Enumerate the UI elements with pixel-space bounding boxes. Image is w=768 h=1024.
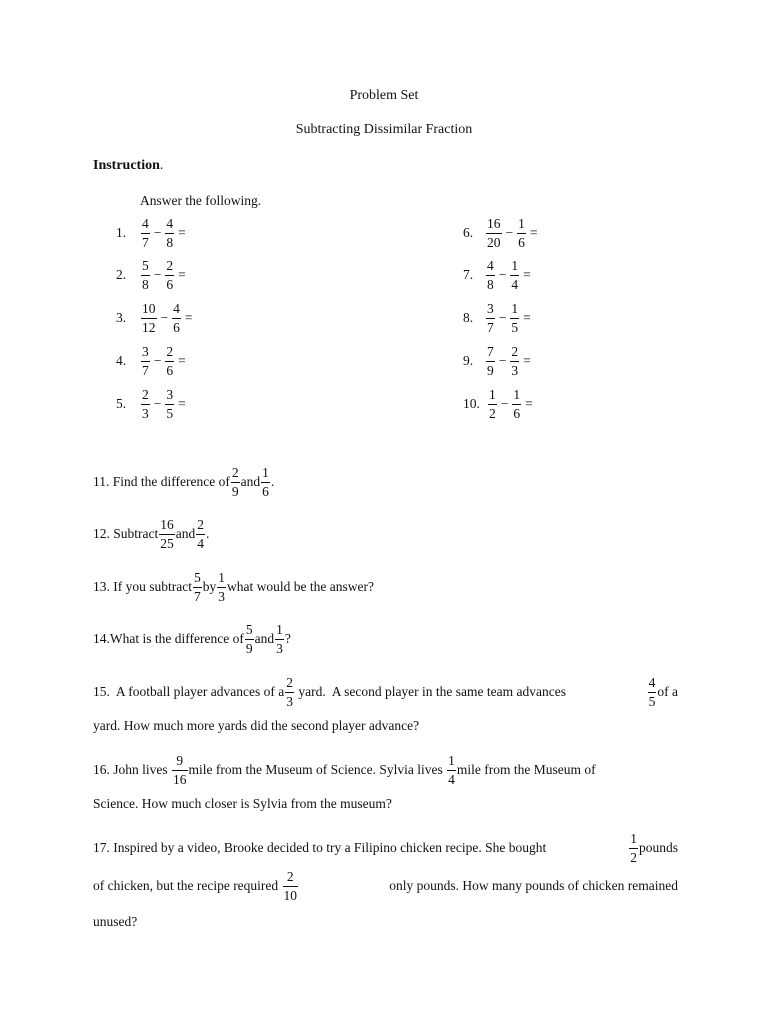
fraction-b bbox=[510, 259, 519, 291]
problem-17 bbox=[93, 832, 678, 930]
denominator: 8 bbox=[166, 234, 174, 250]
minus-sign: − bbox=[505, 225, 514, 240]
problem-13-text: 13. If you subtract bbox=[93, 579, 192, 594]
problem-16 bbox=[93, 754, 678, 812]
problem-13-text: by bbox=[202, 579, 217, 594]
numerator: 4 bbox=[648, 675, 656, 690]
problem-13 bbox=[93, 571, 374, 603]
fraction-b bbox=[172, 302, 181, 334]
problem-16-text: mile from the Museum of Science. Sylvia lives bbox=[188, 762, 447, 777]
denominator: 7 bbox=[193, 588, 201, 604]
numerator: 7 bbox=[487, 344, 494, 359]
problem-17-text: pounds bbox=[638, 840, 678, 855]
minus-sign: − bbox=[498, 267, 507, 282]
numerator: 1 bbox=[262, 465, 269, 480]
fraction-a bbox=[141, 345, 150, 377]
problem-9 bbox=[463, 345, 531, 377]
denominator: 6 bbox=[166, 362, 174, 378]
numerator: 16 bbox=[487, 216, 501, 231]
problem-12-text: and bbox=[175, 526, 196, 541]
problem-17-fraction-b bbox=[283, 870, 299, 902]
fraction-b bbox=[165, 345, 174, 377]
equals-sign: = bbox=[178, 353, 186, 368]
problem-number: 3. bbox=[116, 310, 127, 325]
numerator: 4 bbox=[142, 216, 149, 231]
numerator: 5 bbox=[142, 258, 149, 273]
numerator: 2 bbox=[166, 258, 174, 273]
equals-sign: = bbox=[525, 396, 533, 411]
fraction-a bbox=[141, 259, 150, 291]
numerator: 1 bbox=[218, 570, 225, 585]
denominator: 9 bbox=[231, 483, 239, 499]
fraction-b bbox=[517, 217, 526, 249]
minus-sign: − bbox=[153, 267, 162, 282]
minus-sign: − bbox=[153, 396, 162, 411]
minus-sign: − bbox=[153, 225, 162, 240]
denominator: 4 bbox=[448, 771, 455, 787]
denominator: 8 bbox=[487, 276, 494, 292]
problem-11-fraction-b bbox=[261, 466, 270, 498]
denominator: 6 bbox=[518, 234, 525, 250]
numerator: 2 bbox=[511, 344, 519, 359]
problem-12-fraction-b bbox=[196, 518, 205, 550]
problem-number: 9. bbox=[463, 353, 474, 368]
problem-number: 5. bbox=[116, 396, 127, 411]
numerator: 1 bbox=[630, 831, 637, 846]
numerator: 1 bbox=[511, 301, 519, 316]
denominator: 16 bbox=[173, 771, 187, 787]
problem-2 bbox=[116, 259, 186, 291]
problem-11-text: 11. Find the difference of bbox=[93, 474, 230, 489]
denominator: 8 bbox=[142, 276, 149, 292]
instruction-label: Instruction bbox=[93, 158, 160, 173]
denominator: 2 bbox=[630, 849, 637, 865]
minus-sign: − bbox=[498, 353, 507, 368]
denominator: 7 bbox=[487, 319, 494, 335]
problem-1 bbox=[116, 217, 186, 249]
problem-number: 2. bbox=[116, 267, 127, 282]
problem-14-fraction-a bbox=[245, 623, 254, 655]
numerator: 1 bbox=[518, 216, 525, 231]
page-subtitle: Subtracting Dissimilar Fraction bbox=[295, 122, 473, 137]
fraction-b bbox=[510, 302, 519, 334]
instruction-period: . bbox=[159, 157, 164, 172]
fraction-a bbox=[486, 217, 502, 249]
fraction-a bbox=[141, 388, 150, 420]
fraction-b bbox=[165, 217, 174, 249]
denominator: 5 bbox=[648, 693, 656, 709]
denominator: 3 bbox=[142, 405, 149, 421]
problem-17-text: unused? bbox=[93, 914, 138, 929]
page-title: Problem Set bbox=[349, 88, 419, 103]
fraction-b bbox=[165, 259, 174, 291]
denominator: 6 bbox=[166, 276, 174, 292]
numerator: 16 bbox=[160, 517, 174, 532]
problem-15-text: yard. A second player in the same team advances bbox=[294, 684, 570, 699]
equals-sign: = bbox=[178, 267, 186, 282]
minus-sign: − bbox=[500, 396, 509, 411]
instruction-text: Answer the following. bbox=[140, 193, 262, 208]
problem-number: 4. bbox=[116, 353, 127, 368]
equals-sign: = bbox=[523, 353, 531, 368]
minus-sign: − bbox=[498, 310, 507, 325]
denominator: 4 bbox=[197, 535, 204, 551]
problem-6 bbox=[463, 217, 538, 249]
denominator: 12 bbox=[142, 319, 156, 335]
minus-sign: − bbox=[160, 310, 169, 325]
numerator: 5 bbox=[193, 570, 201, 585]
numerator: 2 bbox=[231, 465, 239, 480]
problem-15-text: yard. How much more yards did the second player advance? bbox=[93, 718, 420, 733]
equals-sign: = bbox=[529, 225, 538, 240]
denominator: 6 bbox=[262, 483, 269, 499]
problem-13-text: what would be the answer? bbox=[226, 579, 374, 594]
numerator: 4 bbox=[166, 216, 174, 231]
problem-17-fraction-a bbox=[629, 832, 638, 864]
problem-12-fraction-a bbox=[159, 518, 175, 550]
problem-4 bbox=[116, 345, 186, 377]
problem-11-fraction-a bbox=[231, 466, 240, 498]
minus-sign: − bbox=[153, 353, 162, 368]
numerator: 3 bbox=[166, 387, 174, 402]
equals-sign: = bbox=[523, 267, 531, 282]
fraction-a bbox=[486, 345, 495, 377]
numerator: 4 bbox=[487, 258, 494, 273]
denominator: 7 bbox=[142, 362, 149, 378]
fraction-a bbox=[488, 388, 497, 420]
equals-sign: = bbox=[184, 310, 193, 325]
problem-number: 8. bbox=[463, 310, 474, 325]
numerator: 1 bbox=[276, 622, 283, 637]
denominator: 9 bbox=[245, 640, 253, 656]
equals-sign: = bbox=[178, 396, 186, 411]
problem-14-text: ? bbox=[284, 631, 291, 646]
denominator: 2 bbox=[489, 405, 496, 421]
denominator: 3 bbox=[276, 640, 283, 656]
fraction-b bbox=[165, 388, 174, 420]
problem-12 bbox=[93, 518, 209, 550]
numerator: 3 bbox=[487, 301, 494, 316]
numerator: 2 bbox=[197, 517, 204, 532]
equals-sign: = bbox=[178, 225, 186, 240]
denominator: 5 bbox=[166, 405, 174, 421]
numerator: 2 bbox=[142, 387, 149, 402]
problem-number: 1. bbox=[116, 225, 127, 240]
denominator: 20 bbox=[487, 234, 501, 250]
problem-12-text: 12. Subtract bbox=[93, 526, 159, 541]
problem-16-text: mile from the Museum of bbox=[456, 762, 596, 777]
problem-15-fraction-b bbox=[648, 676, 657, 708]
problem-12-text: . bbox=[206, 526, 210, 541]
problem-10 bbox=[463, 388, 533, 420]
numerator: 2 bbox=[286, 675, 293, 690]
denominator: 10 bbox=[283, 887, 298, 903]
fraction-a bbox=[141, 217, 150, 249]
numerator: 2 bbox=[286, 869, 294, 884]
problem-14-text: 14.What is the difference of bbox=[93, 631, 244, 646]
problem-15-fraction-a bbox=[285, 676, 294, 708]
problem-11 bbox=[93, 466, 274, 498]
numerator: 10 bbox=[142, 301, 156, 316]
denominator: 25 bbox=[160, 535, 174, 551]
fraction-a bbox=[486, 259, 495, 291]
problem-number: 6. bbox=[463, 225, 474, 240]
problem-15-text: of a bbox=[657, 684, 678, 699]
denominator: 4 bbox=[511, 276, 519, 292]
numerator: 2 bbox=[166, 344, 174, 359]
denominator: 9 bbox=[487, 362, 494, 378]
fraction-a bbox=[141, 302, 157, 334]
numerator: 1 bbox=[448, 753, 455, 768]
problem-17-text: of chicken, but the recipe required bbox=[93, 878, 282, 893]
problem-7 bbox=[463, 259, 531, 291]
denominator: 3 bbox=[218, 588, 225, 604]
numerator: 1 bbox=[511, 258, 519, 273]
problem-8 bbox=[463, 302, 531, 334]
problem-5 bbox=[116, 388, 186, 420]
problem-14-text: and bbox=[254, 631, 275, 646]
instruction-heading bbox=[93, 157, 163, 174]
fraction-b bbox=[510, 345, 519, 377]
denominator: 7 bbox=[142, 234, 149, 250]
denominator: 3 bbox=[511, 362, 519, 378]
problem-14-fraction-b bbox=[275, 623, 284, 655]
problem-16-fraction-b bbox=[447, 754, 456, 786]
fraction-b bbox=[512, 388, 521, 420]
problem-11-text: and bbox=[240, 474, 261, 489]
problem-number: 7. bbox=[463, 267, 474, 282]
problem-17-text: only pounds. How many pounds of chicken remained bbox=[389, 878, 678, 893]
problem-16-text: 16. John lives bbox=[93, 762, 172, 777]
denominator: 5 bbox=[511, 319, 519, 335]
problem-3 bbox=[116, 302, 193, 334]
numerator: 4 bbox=[173, 301, 180, 316]
numerator: 9 bbox=[176, 753, 184, 768]
problem-13-fraction-b bbox=[217, 571, 226, 603]
problem-number: 10. bbox=[463, 396, 480, 411]
denominator: 6 bbox=[513, 405, 521, 421]
problem-11-text: . bbox=[270, 474, 275, 489]
equals-sign: = bbox=[523, 310, 531, 325]
fraction-a bbox=[486, 302, 495, 334]
problem-16-text: Science. How much closer is Sylvia from the museum? bbox=[93, 796, 392, 811]
numerator: 3 bbox=[142, 344, 149, 359]
denominator: 3 bbox=[286, 693, 293, 709]
problem-15-text: 15. A football player advances of a bbox=[93, 684, 285, 699]
problem-17-text: 17. Inspired by a video, Brooke decided to try a Filipino chicken recipe. She bought bbox=[93, 840, 550, 855]
problem-13-fraction-a bbox=[193, 571, 202, 603]
problem-16-fraction-a bbox=[172, 754, 188, 786]
problem-15 bbox=[93, 676, 678, 734]
numerator: 1 bbox=[513, 387, 521, 402]
problem-14 bbox=[93, 623, 291, 655]
numerator: 5 bbox=[245, 622, 253, 637]
denominator: 6 bbox=[173, 319, 180, 335]
numerator: 1 bbox=[489, 387, 496, 402]
